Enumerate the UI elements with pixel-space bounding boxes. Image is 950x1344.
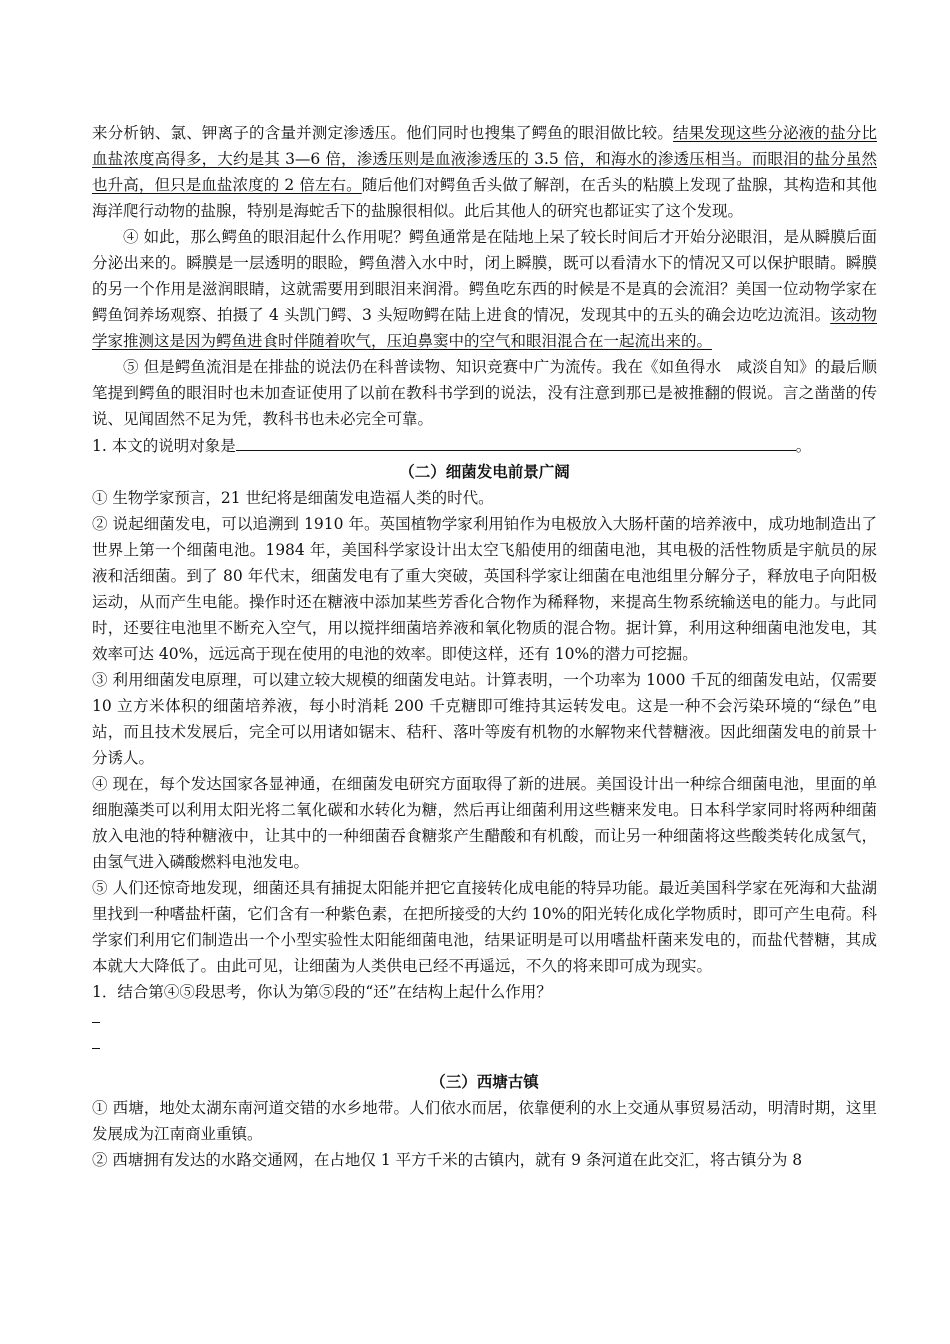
paragraph-4 — [92, 224, 877, 354]
question-text: 1. 本文的说明对象是 — [92, 437, 236, 455]
section-2-paragraph-2: ② 说起细菌发电，可以追溯到 1910 年。英国植物学家利用铂作为电极放入大肠杆菌的培养液中，成功地制造出了世界上第一个细菌电池。1984 年，美国科学家设计出太空飞船使用的细菌电池，其电极的活性物质是宇航员的尿液和活细菌。到了 80 年代末，细菌发电有了重大突破，英国科学家让细菌在电池组里分解分子，释放电子向阳极运动，从而产生电能。操作时还在糖液中添加某些芳香化合物作为稀释物，来提高生物系统输送电的能力。与此同时，还要往电池里不断充入空气，用以搅拌细菌培养液和氧化物质的混合物。据计算，利用这种细菌电池发电，其效率可达 40%，远远高于现在使用的电池的效率。即使这样，还有 10%的潜力可挖掘。 — [92, 515, 877, 663]
paragraph-5: ⑤ 但是鳄鱼流泪是在排盐的说法仍在科普读物、知识竞赛中广为流传。我在《如鱼得水 咸淡自知》的最后顺笔提到鳄鱼的眼泪时也未加查证使用了以前在教科书学到的说法，没有注意到那已是被推翻的假说。言之凿凿的传说、见闻固然不足为凭，教科书也未必完全可靠。 — [92, 358, 877, 428]
paragraph-text: 随后他们对鳄鱼舌头做了解剖，在舌头的粘膜上发现了盐腺，其构造和其他海洋爬行动物的盐腺，特别是海蛇舌下的盐腺很相似。此后其他人的研究也都证实了这个发现。 — [92, 176, 877, 220]
paragraph-text: ④ 如此，那么鳄鱼的眼泪起什么作用呢？鳄鱼通常是在陆地上呆了较长时间后才开始分泌眼泪，是从瞬膜后面分泌出来的。瞬膜是一层透明的眼睑，鳄鱼潜入水中时，闭上瞬膜，既可以看清水下的情况又可以保护眼睛。瞬膜的另一个作用是滋润眼睛，这就需要用到眼泪来润滑。鳄鱼吃东西的时候是不是真的会流泪？美国一位动物学家在鳄鱼饲养场观察、拍摄了 4 头凯门鳄、3 头短吻鳄在陆上进食的情况，发现其中的五头的确会边吃边流泪。 — [92, 228, 877, 324]
question-suffix: 。 — [795, 437, 812, 455]
paragraph-3-continued — [92, 120, 877, 224]
underlined-sentence: 该动物学家推测这是因为鳄鱼进食时伴随着吹气，压迫鼻窦中的空气和眼泪混合在一起流出来的。 — [92, 306, 877, 350]
section-2-title: （二）细菌发电前景广阔 — [399, 462, 570, 481]
section-3-paragraph-2: ② 西塘拥有发达的水路交通网，在占地仅 1 平方千米的古镇内，就有 9 条河道在此交汇，将古镇分为 8 — [92, 1151, 803, 1169]
answer-blank[interactable] — [236, 432, 796, 451]
answer-line-1[interactable] — [92, 1005, 877, 1031]
question-1 — [92, 432, 877, 459]
answer-line-2[interactable] — [92, 1031, 877, 1057]
section-3-paragraph-1: ① 西塘，地处太湖东南河道交错的水乡地带。人们依水而居，依靠便利的水上交通从事贸易活动，明清时期，这里发展成为江南商业重镇。 — [92, 1099, 877, 1143]
section-2-question-1: 1．结合第④⑤段思考，你认为第⑤段的“还”在结构上起什么作用？ — [92, 983, 552, 1001]
section-3-title: （三）西塘古镇 — [430, 1072, 539, 1091]
section-2-paragraph-3: ③ 利用细菌发电原理，可以建立较大规模的细菌发电站。计算表明，一个功率为 1000 千瓦的细菌发电站，仅需要 10 立方米体积的细菌培养液，每小时消耗 200 千克糖即可维持其运转发电。这是一种不会污染环境的“绿色”电站，而且技术发展后，完全可以用诸如锯末、秸秆、落叶等废有机物的水解物来代替糖液。因此细菌发电的前景十分诱人。 — [92, 671, 877, 767]
section-2-paragraph-1: ① 生物学家预言，21 世纪将是细菌发电造福人类的时代。 — [92, 489, 494, 507]
underlined-sentence: 结果发现这些分泌液的盐分比血盐浓度高得多，大约是其 3—6 倍，渗透压则是血液渗透压的 3.5 倍，和海水的渗透压相当。而眼泪的盐分虽然也升高，但只是血盐浓度的 2 倍左右。 — [92, 124, 877, 194]
paragraph-text: 来分析钠、氯、钾离子的含量并测定渗透压。他们同时也搜集了鳄鱼的眼泪做比较。 — [92, 124, 674, 142]
section-2-paragraph-5: ⑤ 人们还惊奇地发现，细菌还具有捕捉太阳能并把它直接转化成电能的特异功能。最近美国科学家在死海和大盐湖里找到一种嗜盐杆菌，它们含有一种紫色素，在把所接受的大约 10%的阳光转化成化学物质时，即可产生电荷。科学家们利用它们制造出一个小型实验性太阳能细菌电池，结果证明是可以用嗜盐杆菌来发电的，而盐代替糖，其成本就大大降低了。由此可见，让细菌为人类供电已经不再遥远，不久的将来即可成为现实。 — [92, 879, 877, 975]
section-2-paragraph-4: ④ 现在，每个发达国家各显神通，在细菌发电研究方面取得了新的进展。美国设计出一种综合细菌电池，里面的单细胞藻类可以利用太阳光将二氧化碳和水转化为糖，然后再让细菌利用这些糖来发电。日本科学家同时将两种细菌放入电池的特种糖液中，让其中的一种细菌吞食糖浆产生醋酸和有机酸，而让另一种细菌将这些酸类转化成氢气，由氢气进入磷酸燃料电池发电。 — [92, 775, 877, 871]
document-page — [92, 120, 877, 1173]
